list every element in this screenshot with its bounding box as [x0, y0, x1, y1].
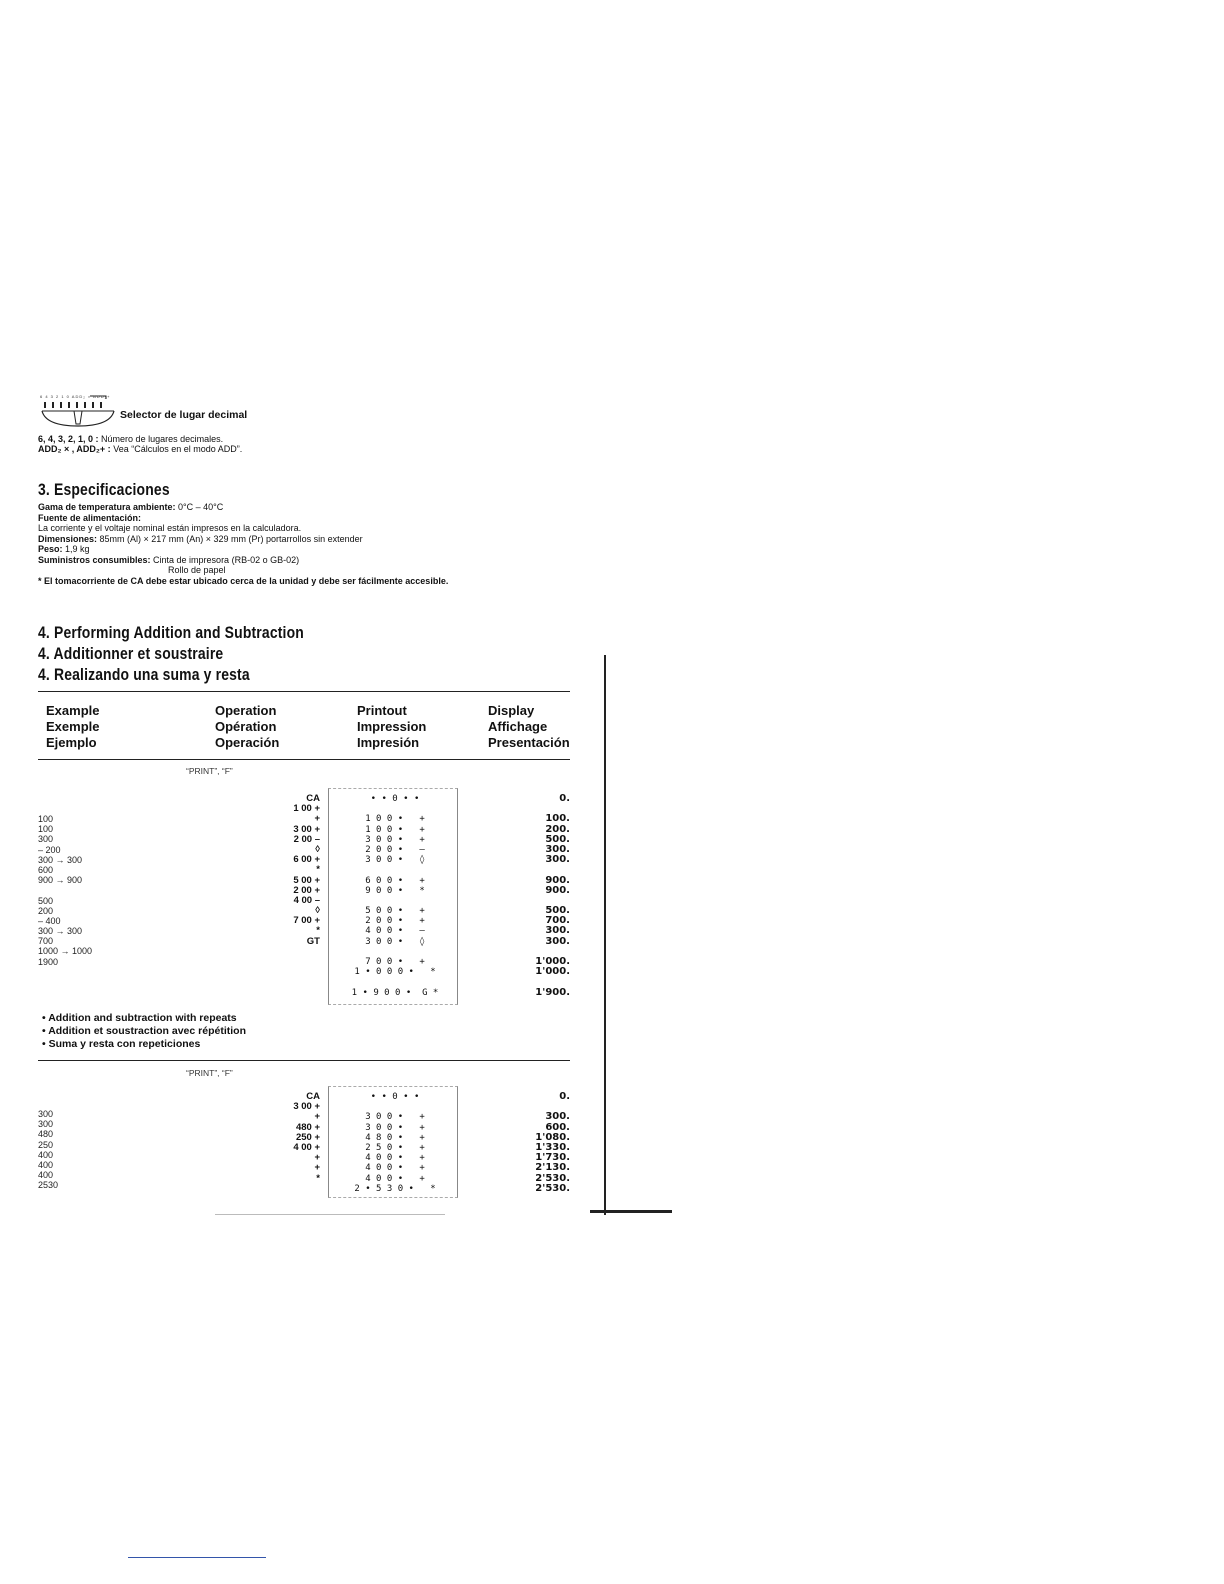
operation-key: * [316, 925, 320, 937]
spec-power-label-text: Fuente de alimentación: [38, 512, 142, 523]
operation-key: 7 00 + [293, 915, 320, 927]
header-printout-en: Printout [357, 703, 407, 718]
repeats-rule [38, 1060, 570, 1061]
block1-operation-column [240, 794, 320, 947]
printout-line: 4 8 0 • + [365, 1132, 425, 1143]
example-line: 480 [38, 1129, 54, 1140]
spec-supplies [38, 555, 598, 566]
display-value: 2'130. [535, 1162, 570, 1174]
printout-line: 2 • 5 3 0 • * [354, 1183, 436, 1194]
example-line: 300 [38, 1109, 54, 1119]
operation-key: + [314, 1162, 320, 1174]
mode-label-1: “PRINT”, “F” [186, 766, 233, 776]
header-operation-fr: Opération [215, 719, 277, 734]
printout-line: 2 0 0 • – [365, 844, 425, 855]
header-display-es: Presentación [488, 735, 570, 750]
decimal-selector-dial [40, 394, 116, 428]
operation-key: + [314, 1111, 320, 1123]
repeats-heading-en: • Addition and subtraction with repeats [42, 1012, 237, 1024]
specs-block [38, 502, 598, 586]
example-line [38, 885, 148, 895]
header-example-fr: Exemple [46, 719, 100, 734]
printout-line: 5 0 0 • + [365, 906, 425, 917]
spec-supplies-2: Rollo de papel [168, 565, 226, 575]
col-operation-header [215, 703, 279, 751]
printout-line: 3 0 0 • + [365, 1112, 425, 1123]
header-printout-es: Impresión [357, 735, 420, 750]
spec-supplies-label: Suministros consumibles: [38, 554, 151, 565]
display-value: 300. [545, 935, 570, 947]
example-line: 100 [38, 814, 54, 824]
example-line: 400 [38, 1170, 54, 1181]
block2-operation-column [240, 1092, 320, 1184]
spec-dim-value: 85mm (Al) × 217 mm (An) × 329 mm (Pr) portarrollos sin extender [97, 533, 363, 544]
operation-key: 2 00 – [293, 833, 320, 845]
display-value: 100. [545, 813, 570, 825]
printout-line [340, 804, 450, 814]
display-value: 600. [545, 1121, 570, 1133]
operation-key: 480 + [295, 1121, 320, 1133]
printout-line: 4 0 0 • – [365, 926, 425, 937]
printout-line: 4 0 0 • + [365, 1163, 425, 1174]
display-value: 300. [545, 1111, 570, 1123]
spec-temp-value: 0°C – 40°C [175, 502, 224, 512]
spec-weight-value: 1,9 kg [62, 544, 90, 554]
operation-key: * [316, 1172, 320, 1184]
display-value: 200. [545, 823, 570, 835]
display-value: 1'330. [535, 1141, 570, 1153]
operation-key: CA [306, 1091, 320, 1102]
selector-desc-1-label: 6, 4, 3, 2, 1, 0 : [38, 434, 99, 444]
example-line: 1000 → 1000 [38, 946, 93, 957]
display-value: 300. [545, 843, 570, 855]
example-line: 500 [38, 895, 54, 906]
example-line: – 400 [38, 915, 61, 926]
printout-line: 9 0 0 • * [365, 885, 425, 896]
header-example-es: Ejemplo [46, 735, 97, 750]
operation-key: 3 00 + [293, 823, 320, 835]
display-value: 900. [545, 874, 570, 886]
header-display-fr: Affichage [488, 719, 548, 734]
spec-power-text: La corriente y el voltaje nominal están impresos en la calculadora. [38, 523, 302, 533]
display-value: 1'730. [535, 1152, 570, 1164]
printout-line: 1 • 0 0 0 • * [354, 967, 436, 978]
spec-weight-label: Peso: [38, 544, 63, 554]
operation-key: CA [306, 793, 320, 804]
example-line: 2530 [38, 1180, 59, 1191]
header-operation-en: Operation [215, 703, 277, 718]
printout-line: 1 • 9 0 0 • G * [351, 987, 439, 998]
bottom-rule-faint [215, 1214, 445, 1215]
example-line: 300 → 300 [38, 926, 83, 937]
block2-display-column [470, 1092, 570, 1194]
example-line: 300 → 300 [38, 854, 83, 865]
display-value: 900. [545, 884, 570, 896]
operation-key: 250 + [295, 1131, 320, 1143]
printout-line: 4 0 0 • + [365, 1173, 425, 1184]
display-value: 0. [559, 793, 570, 804]
block1-example-column [38, 814, 148, 967]
spec-temp-label: Gama de temperatura ambiente: [38, 502, 176, 512]
example-line: 200 [38, 905, 54, 916]
printout-line: 6 0 0 • + [365, 875, 425, 886]
display-value: 1'080. [535, 1131, 570, 1143]
mode-label-2: “PRINT”, “F” [186, 1068, 233, 1078]
printout-line [340, 865, 450, 875]
repeats-heading [42, 1012, 246, 1051]
example-line: 100 [38, 824, 54, 835]
operation-key: GT [306, 935, 320, 947]
spec-temp [38, 502, 598, 513]
example-line: 300 [38, 1119, 54, 1130]
display-value: 300. [545, 854, 570, 866]
selector-title: Selector de lugar decimal [120, 409, 248, 421]
selector-desc-1-text: Número de lugares decimales. [98, 434, 224, 444]
block1-printout-column [340, 794, 450, 998]
operation-key: 6 00 + [293, 854, 320, 866]
right-page-edge [604, 655, 606, 1215]
spec-dimensions [38, 534, 598, 545]
header-example-en: Example [46, 703, 100, 718]
section4-heading-es: 4. Realizando una suma y resta [38, 665, 250, 684]
spec-power-label [38, 513, 598, 524]
printout-line: • • 0 • • [370, 1092, 420, 1102]
printout-line: 1 0 0 • + [365, 824, 425, 835]
example-line: 400 [38, 1159, 54, 1170]
display-value [470, 865, 570, 875]
operation-key: ◊ [315, 905, 320, 917]
example-line: 300 [38, 834, 54, 845]
example-line: 1900 [38, 956, 59, 967]
header-rule [38, 759, 570, 760]
repeats-heading-es: • Suma y resta con repeticiones [42, 1038, 201, 1050]
printout-line [340, 896, 450, 906]
display-value: 1'000. [535, 966, 570, 978]
operation-key: 3 00 + [293, 1101, 320, 1113]
display-value: 300. [545, 925, 570, 937]
spec-supplies-value: Cinta de impresora (RB-02 o GB-02) [150, 554, 300, 565]
operation-key: 4 00 + [293, 1141, 320, 1153]
operation-key: 2 00 + [293, 884, 320, 896]
repeats-heading-fr: • Addition et soustraction avec répétition [42, 1025, 246, 1037]
display-value: 2'530. [535, 1182, 570, 1194]
example-line: 250 [38, 1139, 54, 1150]
operation-key: + [314, 813, 320, 825]
right-page-edge-foot [590, 1210, 672, 1213]
printout-line [340, 1102, 450, 1112]
printout-line: 2 5 0 • + [365, 1142, 425, 1153]
operation-key: 1 00 + [293, 803, 320, 815]
display-value: 500. [545, 905, 570, 917]
operation-key: 4 00 – [293, 894, 320, 906]
block2-example-column [38, 1109, 148, 1191]
spec-weight [38, 544, 598, 555]
printout-line: 3 0 0 • + [365, 834, 425, 845]
col-example-header [46, 703, 99, 751]
selector-desc-2-label: ADD₂ × , ADD₂+ : [38, 444, 111, 454]
selector-desc-1 [38, 434, 223, 445]
bottom-link-rule [128, 1557, 266, 1558]
selector-desc-2-text: Vea “Cálculos en el modo ADD”. [110, 444, 243, 454]
printout-line [340, 977, 450, 987]
header-printout-fr: Impression [357, 719, 427, 734]
display-value: 1'900. [535, 986, 570, 998]
display-value: 700. [545, 915, 570, 927]
header-operation-es: Operación [215, 735, 280, 750]
printout-line: • • 0 • • [370, 794, 420, 804]
example-line: 900 → 900 [38, 875, 83, 886]
block1-display-column [470, 794, 570, 998]
heading-rule [38, 691, 570, 692]
printout-line [340, 947, 450, 957]
example-line: 600 [38, 864, 54, 875]
header-display-en: Display [488, 703, 535, 718]
section4-heading-en: 4. Performing Addition and Subtraction [38, 623, 304, 642]
printout-line: 3 0 0 • ◊ [365, 936, 425, 947]
dial-labels: 6 4 3 2 1 0 ADD₂ × ADD₂+ [40, 394, 111, 399]
example-line: 400 [38, 1149, 54, 1160]
col-display-header [488, 703, 570, 751]
specs-heading: 3. Especificaciones [38, 480, 170, 499]
display-value: 0. [559, 1091, 570, 1102]
example-line: 700 [38, 936, 54, 947]
display-value: 1'000. [535, 956, 570, 967]
operation-key: ◊ [315, 843, 320, 855]
section4-heading-fr: 4. Additionner et soustraire [38, 644, 224, 663]
spec-note: * El tomacorriente de CA debe estar ubicado cerca de la unidad y debe ser fácilmente accesible. [38, 575, 449, 586]
col-printout-header [357, 703, 426, 751]
display-value: 500. [545, 833, 570, 845]
selector-desc-2 [38, 444, 242, 455]
printout-line: 2 0 0 • + [365, 916, 425, 927]
printout-line: 1 0 0 • + [365, 814, 425, 825]
operation-key: 5 00 + [293, 874, 320, 886]
display-value: 2'530. [535, 1172, 570, 1184]
dial-icon [40, 394, 116, 428]
printout-line: 7 0 0 • + [365, 957, 425, 967]
example-line: – 200 [38, 844, 61, 855]
printout-line: 4 0 0 • + [365, 1153, 425, 1164]
printout-line: 3 0 0 • ◊ [365, 855, 425, 866]
printout-line: 3 0 0 • + [365, 1122, 425, 1133]
block2-printout-column [340, 1092, 450, 1194]
spec-dim-label: Dimensiones: [38, 533, 98, 544]
operation-key: * [316, 864, 320, 876]
operation-key: + [314, 1152, 320, 1164]
